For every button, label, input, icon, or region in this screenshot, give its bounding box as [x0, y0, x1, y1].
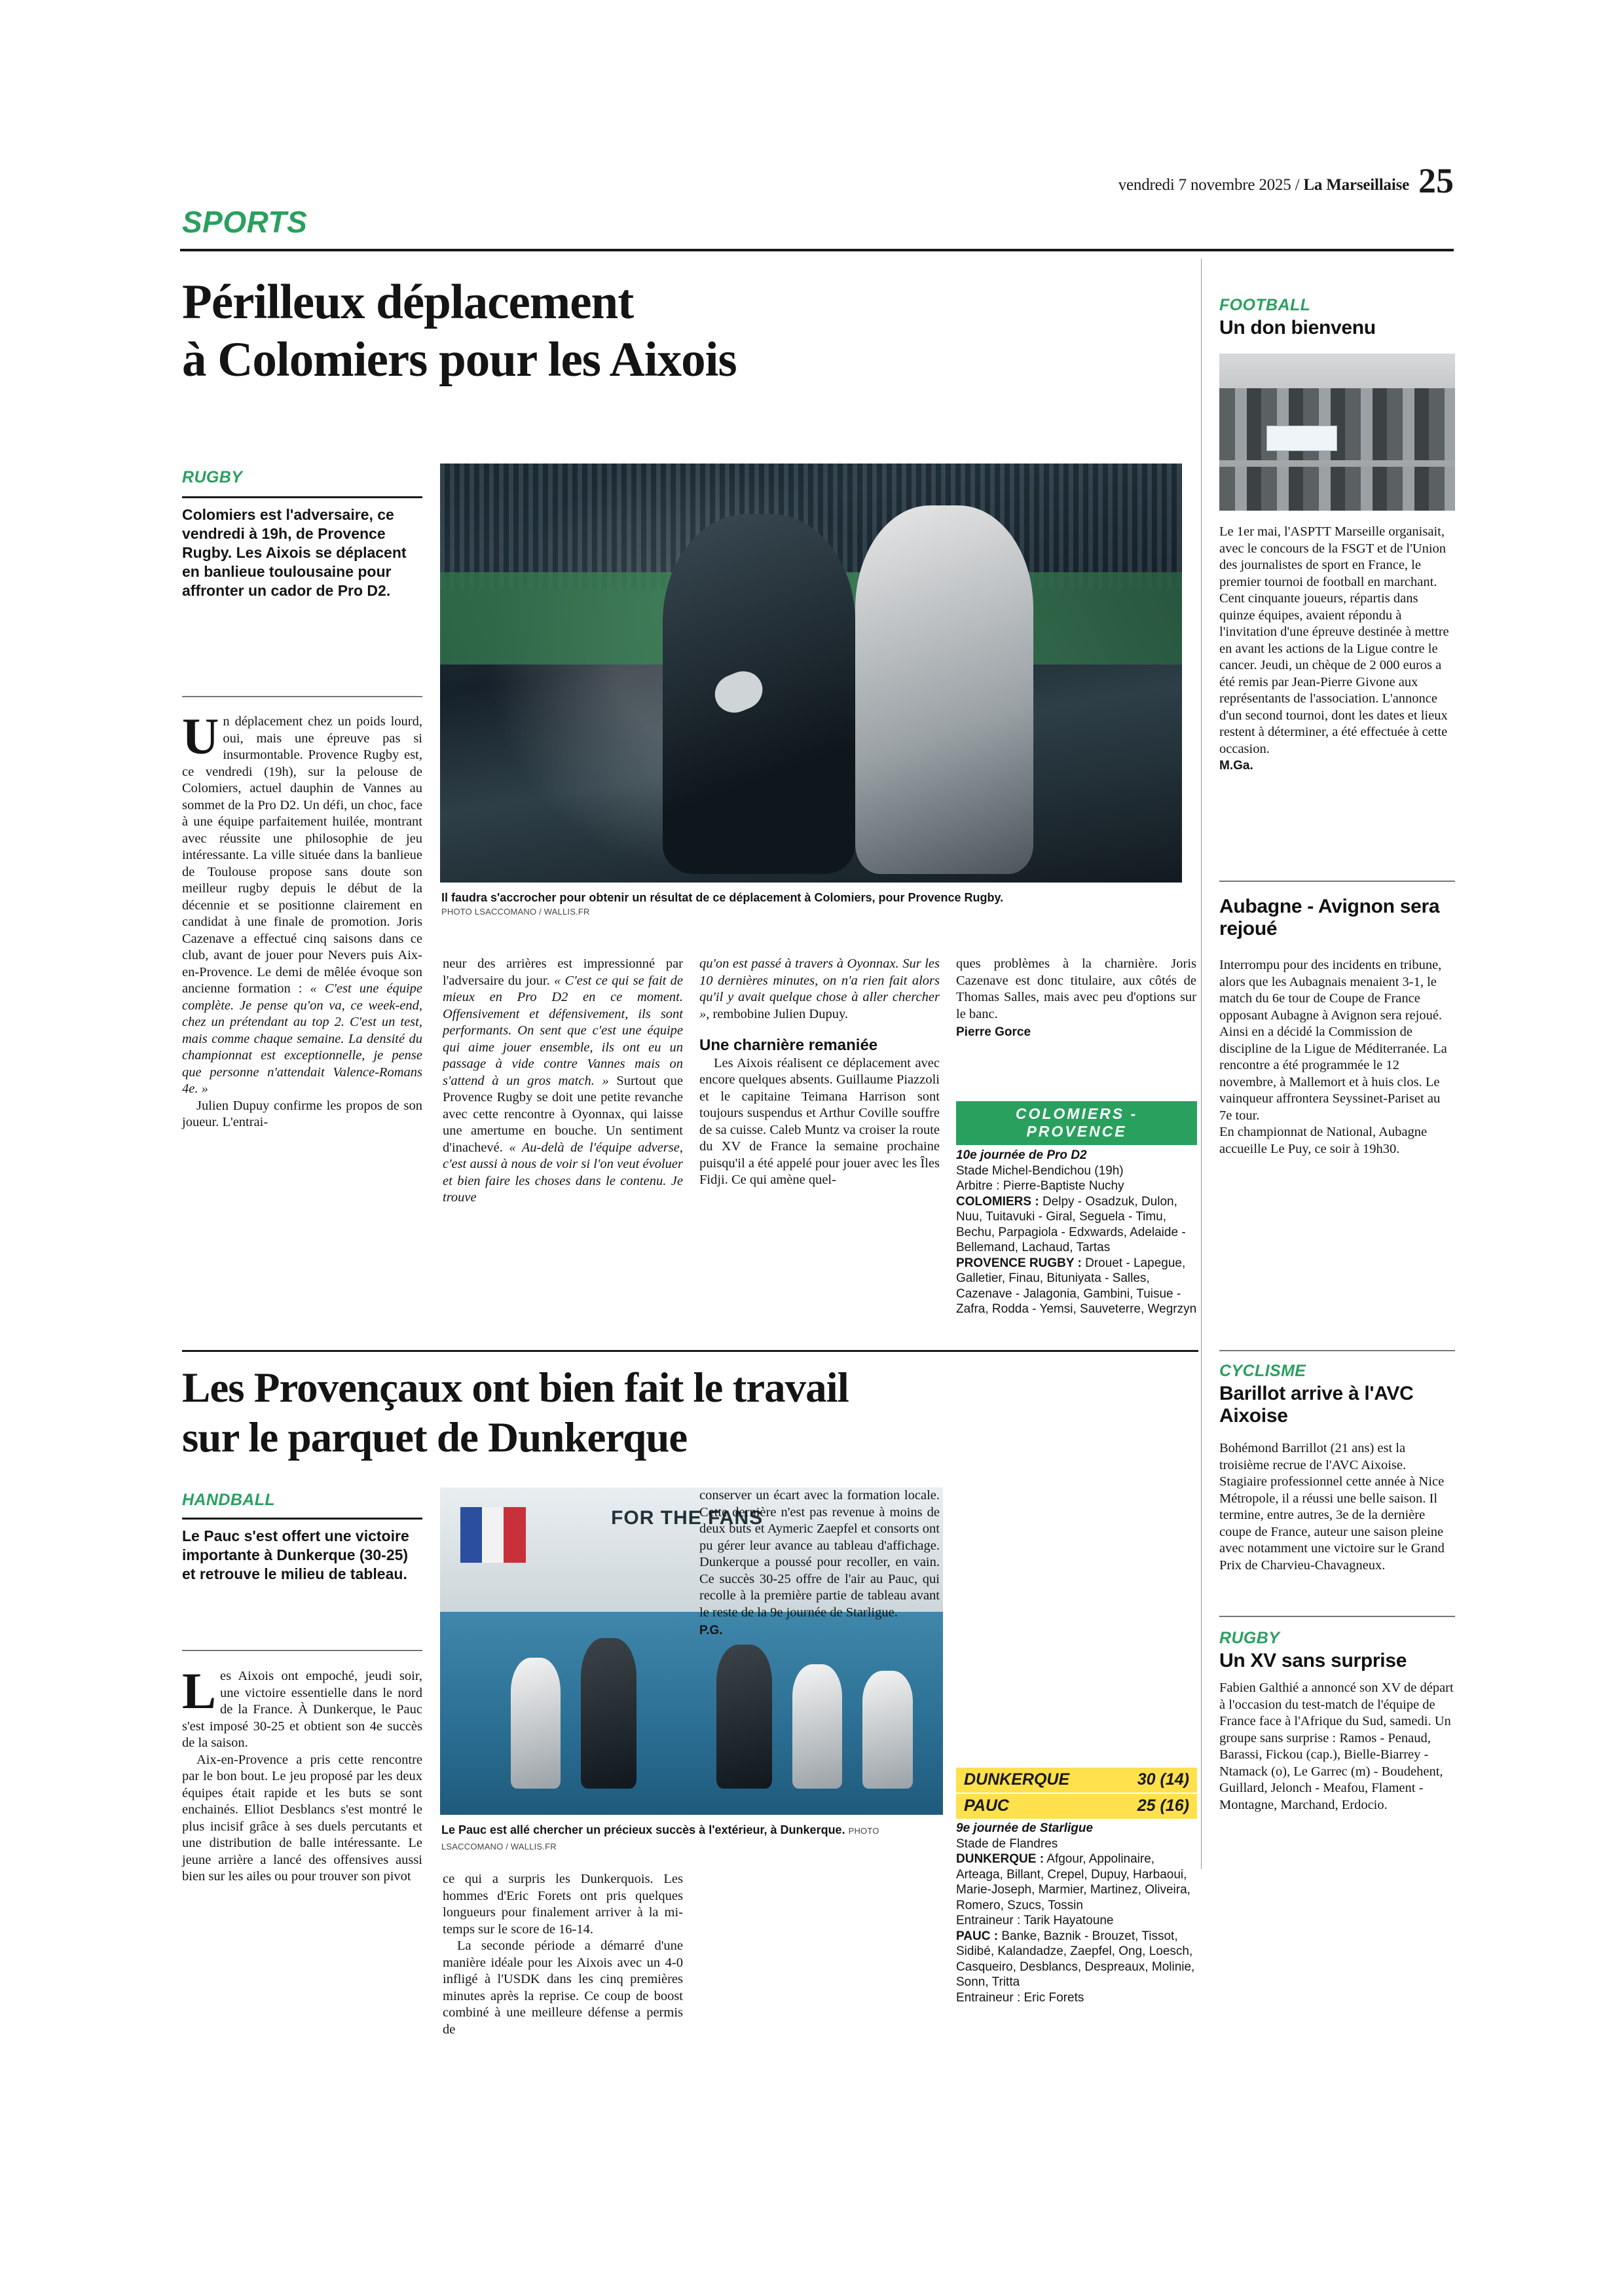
- handball-box-team2-players: Banke, Baznik - Brouzet, Tissot, Sidibé, Kalandadze, Zaepfel, Ong, Loesch, Casqueiro, Desblancs, Despreaux, Molinie, Sonn, Tritta: [956, 1929, 1195, 1989]
- lead-col3: [699, 956, 940, 1345]
- lead-col1-para1: [182, 708, 422, 1098]
- sidebar-football-photo-front-row: [1219, 467, 1455, 511]
- score-home-team: DUNKERQUE: [964, 1770, 1070, 1789]
- handball-col1-para2: Aix-en-Provence a pris cette rencontre par le bon bout. Le jeu proposé par les deux équipes était rapide et les buts se sont enchainés. Elliot Desblancs s'est montré le plus incisif grâce à ses duels percutants et une distribution de balle intéressante. Le jeune arrière a lancé des offensives aussi bien sur les ailes ou pour trouver son pivot: [182, 1752, 422, 1884]
- rugby-box-team1: [956, 1194, 1197, 1256]
- handball-photo-credit: PHOTO LSACCOMANO / WALLIS.FR: [441, 1826, 879, 1851]
- handball-col2: [443, 1871, 683, 2038]
- sidebar-cyclisme-body-text: Bohémond Barrillot (21 ans) est la troisième recrue de l'AVC Aixoise. Stagiaire professionnel cette année à Nice Métropole, il a réussi une belle saison. Il termine, entre autres, 3e de la dernière coupe de France, auteur une saison pleine avec notamment une victoire sur le Grand Prix de Charvieu-Chavagneux.: [1219, 1441, 1445, 1573]
- sidebar-aubagne-headline: Aubagne - Avignon sera rejoué: [1219, 896, 1440, 939]
- handball-photo-player-2: [511, 1658, 561, 1789]
- sidebar-rugby-kicker: RUGBY: [1219, 1629, 1280, 1647]
- rugby-box-round: 10e journée de Pro D2: [956, 1148, 1087, 1162]
- lead-photo-caption-text: Il faudra s'accrocher pour obtenir un résultat de ce déplacement à Colomiers, pour Provence Rugby.: [441, 891, 1004, 904]
- score-row-home: [956, 1768, 1197, 1793]
- lead-kicker-rule: [182, 496, 422, 498]
- handball-box-team1: [956, 1851, 1197, 1913]
- handball-col3: [699, 1487, 940, 1639]
- sidebar-rule-2: [1219, 1350, 1455, 1351]
- handball-photo-flag: [460, 1507, 526, 1563]
- score-away-value: 25 (16): [1137, 1796, 1189, 1815]
- handball-photo-banner-text: FOR THE FANS: [611, 1507, 764, 1529]
- sidebar-cyclisme-headline: Barillot arrive à l'AVC Aixoise: [1219, 1383, 1414, 1427]
- handball-result-box: [956, 1768, 1197, 2005]
- handball-kicker: HANDBALL: [182, 1491, 276, 1509]
- sidebar-rugby-body-text: Fabien Galthié a annoncé son XV de départ à l'occasion du test-match de l'équipe de France face à l'Afrique du Sud, samedi. Un groupe sans surprise : Ramos - Penaud, Barassi, Fickou (cap.), Bielle-Biarrey - Ntamack (o), Le Garrec (m) - Boudehent, Guillard, Jelonch - Meafou, Flament - Montagne, Marchand, Erdocio.: [1219, 1681, 1454, 1812]
- handball-box-team1-label: DUNKERQUE :: [956, 1852, 1044, 1866]
- handball-box-team1-players: Afgour, Appolinaire, Arteaga, Billant, Crepel, Dupuy, Harbaoui, Marie-Joseph, Marmier, Martinez, Oliveira, Romero, Szucs, Tossin: [956, 1852, 1190, 1912]
- rugby-box-band: COLOMIERS - PROVENCE: [956, 1101, 1197, 1145]
- handball-box-lines: [956, 1821, 1197, 2005]
- sidebar-rugby-headline: Un XV sans surprise: [1219, 1650, 1407, 1671]
- score-row-away: [956, 1793, 1197, 1819]
- lead-photo-player-light: [855, 505, 1033, 874]
- lead-col4-para1: ques problèmes à la charnière. Joris Cazenave est donc titulaire, aux côtés de Thomas Salles, mais avec peu d'options sur le banc.: [956, 957, 1196, 1021]
- handball-photo-player-5: [862, 1671, 913, 1789]
- masthead-paper-name: La Marseillaise: [1303, 176, 1409, 194]
- handball-box-round: 9e journée de Starligue: [956, 1821, 1094, 1835]
- lead-standfirst-rule: [182, 696, 422, 697]
- lead-col2: [443, 956, 683, 1345]
- rugby-box-team2-label: PROVENCE RUGBY :: [956, 1256, 1082, 1270]
- sidebar-football-photo: [1219, 354, 1455, 511]
- handball-box-team2-coach: Entraineur : Eric Forets: [956, 1990, 1084, 2005]
- lead-col2-quote1: « C'est ce qui se fait de mieux en Pro D2 en ce moment. Offensivement et défensivement, ils sont performants. On sent que c'est une équipe qui aime jouer ensemble, ils ont eu un passage à vide contre Vannes mais on s'attend à un gros match. »: [443, 973, 683, 1088]
- masthead-dateline: [1118, 176, 1409, 194]
- rugby-box-team2-players: Drouet - Lapegue, Galletier, Finau, Bituniyata - Salles, Cazenave - Jalagonia, Gambini, Tuisue - Zafra, Rodda - Yemsi, Sauveterre, Wegrzyn: [956, 1256, 1197, 1316]
- handball-col1: [182, 1662, 422, 2166]
- lead-headline: [182, 274, 1177, 389]
- lead-col2-quote2: « Au-delà de l'équipe adverse, c'est aussi à nous de voir si l'on veut évoluer et bien faire les choses dans le contenu. Je trouve: [443, 1140, 683, 1205]
- section-title: SPORTS: [182, 205, 308, 239]
- lead-col2-para1-text: neur des arrières est impressionné par l'adversaire du jour.: [443, 957, 683, 988]
- handball-kicker-rule: [182, 1518, 422, 1520]
- masthead: [180, 161, 1454, 200]
- lead-col4-byline: Pierre Gorce: [956, 1025, 1031, 1039]
- score-home-value: 30 (14): [1137, 1770, 1189, 1789]
- handball-headline-line2: sur le parquet de Dunkerque: [182, 1414, 688, 1461]
- handball-col2-para1: ce qui a surpris les Dunkerquois. Les hommes d'Eric Forets ont pris quelques longueurs pour finalement arriver à la mi-temps sur le score de 16-14.: [443, 1872, 683, 1937]
- sidebar-football-byline: M.Ga.: [1219, 759, 1253, 773]
- lead-col1-para2: Julien Dupuy confirme les propos de son joueur. L'entrai-: [182, 1098, 422, 1129]
- lead-photo-credit: PHOTO LSACCOMANO / WALLIS.FR: [441, 907, 590, 917]
- sidebar-rugby-body: [1219, 1680, 1455, 1813]
- articles-divider-rule: [182, 1350, 1198, 1352]
- lead-col1: [182, 708, 422, 1345]
- lead-col3-para1: [699, 956, 940, 1023]
- lead-headline-line2: à Colomiers pour les Aixois: [182, 333, 737, 387]
- lead-col3-subhead: Une charnière remaniée: [699, 1036, 878, 1054]
- lead-kicker: RUGBY: [182, 468, 243, 486]
- rugby-box-team1-label: COLOMIERS :: [956, 1194, 1039, 1209]
- rugby-box-referee: Arbitre : Pierre-Baptiste Nuchy: [956, 1179, 1124, 1193]
- rugby-box-lines: [956, 1148, 1197, 1317]
- handball-col3-para1: conserver un écart avec la formation locale. Cette dernière n'est pas revenue à moins de deux buts et Aymeric Zaepfel et consorts ont pu gérer leur avance au tableau d'affichage. Dunkerque a poussé pour recoller, en vain. Ce succès 30-25 offre de l'air au Pauc, qui recolle à la première partie de tableau avant le reste de la 9e journée de Starligue.: [699, 1488, 940, 1620]
- sidebar-divider: [1201, 259, 1202, 1869]
- lead-col1-para1-text: Un déplacement chez un poids lourd, oui, mais une épreuve pas si insurmontable. Provence Rugby est, ce vendredi (19h), sur la pelouse de Colomiers, actuel dauphin de Vannes au sommet de la Pro D2. Un défi, un choc, face à une équipe parfaitement huilée, montrant avec réussite une philosophie de jeu intéressante. La ville située dans la banlieue de Toulouse propose sans doute son meilleur rugby depuis le début de la décennie et se positionne clairement en candidat à une finale de promotion. Joris Cazenave a effectué cinq saisons dans ce club, avant de jouer pour Nevers puis Aix-en-Provence. Le demi de mêlée évoque son ancienne formation :: [182, 708, 422, 996]
- sidebar-football-body-text: Le 1er mai, l'ASPTT Marseille organisait, avec le concours de la FSGT et de l'Union des journalistes de sport en France, le premier tournoi de football en marchant. Cent cinquante joueurs, répartis dans quinze équipes, avaient répondu à l'invitation d'une épreuve destinée à mettre en avant les actions de la Ligue contre le cancer. Jeudi, un chèque de 2 000 euros a été remis par Jean-Pierre Givone aux représentants de l'association. L'annonce d'un second tournoi, dont les dates et lieux restent à déterminer, a été effectuée à cette occasion.: [1219, 524, 1449, 756]
- rugby-box-team2: [956, 1256, 1197, 1317]
- handball-standfirst: Le Pauc s'est offert une victoire importante à Dunkerque (30-25) et retrouve le milieu de tableau.: [182, 1527, 409, 1582]
- handball-photo-caption: [441, 1823, 943, 1854]
- sidebar-cyclisme-body: [1219, 1440, 1455, 1574]
- handball-headline-line1: Les Provençaux ont bien fait le travail: [182, 1364, 849, 1412]
- lead-col2-para2-text: Surtout que Provence Rugby se doit une petite revanche avec cette rencontre à Oyonnax, qui laisse une amertume en bouche. Un sentiment d'inachevé.: [443, 1073, 684, 1155]
- lead-col4: [956, 956, 1196, 1041]
- lead-col3-para1-text: , rembobine Julien Dupuy.: [706, 1006, 848, 1021]
- sidebar-aubagne-body-text: Interrompu pour des incidents en tribune, alors que les Aubagnais menaient 3-1, le match du 6e tour de Coupe de France opposant Aubagne à Avignon sera rejoué. Ainsi en a décidé la Commission de discipline de la Ligue de Méditerranée. La rencontre a été programmée le 12 novembre, à Mallemort et à huis clos. Le vainqueur affrontera Seyssinet-Pariset au 7e tour.: [1219, 958, 1447, 1123]
- handball-box-team2: [956, 1929, 1197, 1990]
- sidebar-rule-1: [1219, 881, 1455, 882]
- sidebar-football-photo-group: [1219, 388, 1455, 460]
- sidebar-football-body: [1219, 524, 1455, 774]
- lead-col1-quote: « C'est une équipe complète. Je pense qu'on va, ce week-end, chez un prétendant au top 2. C'est un test, mais comme chaque semaine. La densité du championnat est exceptionnelle, je pense que personne n'attendait Valence-Romans 4e. »: [182, 981, 422, 1096]
- sidebar-football-headline: Un don bienvenu: [1219, 317, 1376, 338]
- masthead-date-text: vendredi 7 novembre 2025 /: [1118, 176, 1304, 194]
- lead-col2-para1: [443, 956, 683, 1207]
- handball-photo-caption-text: Le Pauc est allé chercher un précieux succès à l'extérieur, à Dunkerque.: [441, 1823, 845, 1836]
- handball-standfirst-rule: [182, 1650, 422, 1651]
- sidebar-aubagne-body: [1219, 957, 1455, 1157]
- sidebar-rule-3: [1219, 1616, 1455, 1617]
- sidebar-aubagne-body-text2: En championnat de National, Aubagne accueille Le Puy, ce soir à 19h30.: [1219, 1125, 1428, 1156]
- lead-photo-caption: [441, 890, 1181, 919]
- score-away-team: PAUC: [964, 1796, 1009, 1815]
- sidebar-football-photo-cheque: [1266, 426, 1337, 450]
- handball-box-team2-label: PAUC :: [956, 1929, 999, 1943]
- lead-photo: [440, 464, 1182, 883]
- lead-col3-quote1: qu'on est passé à travers à Oyonnax. Sur les 10 dernières minutes, on n'a rien fait alors qu'il y avait quelque chose à aller chercher »: [699, 957, 940, 1021]
- handball-photo-player-1: [581, 1638, 636, 1789]
- rugby-box-team1-players: Delpy - Osadzuk, Dulon, Nuu, Tuitavuki - Giral, Seguela - Timu, Bechu, Parpagiola - Edxwards, Adelaide - Bellemand, Lachaud, Tartas: [956, 1194, 1186, 1254]
- handball-box-venue: Stade de Flandres: [956, 1836, 1058, 1851]
- handball-photo-player-4: [792, 1664, 843, 1789]
- handball-col2-para2: La seconde période a démarré d'une manière idéale pour les Aixois avec un 4-0 infligé à l'USDK dans les cinq premières minutes après la reprise. Ce coup de boost combiné à une meilleure défense a permis de: [443, 1939, 683, 2037]
- page-number: 25: [1418, 161, 1454, 200]
- handball-col3-byline: P.G.: [699, 1624, 723, 1637]
- sidebar-cyclisme-kicker: CYCLISME: [1219, 1362, 1306, 1380]
- section-rule: [180, 249, 1454, 251]
- handball-photo-player-3: [716, 1645, 771, 1789]
- lead-col3-para2: Les Aixois réalisent ce déplacement avec encore quelques absents. Guillaume Piazzoli et le capitaine Teimana Harrison sont toujours suspendus et Arthur Coville souffre de sa cuisse. Caleb Muntz va croiser la route du XV de France la semaine prochaine puisqu'il a été appelé pour jouer avec les Îles Fidji. Ce qui amène quel-: [699, 1055, 940, 1187]
- lead-headline-line1: Périlleux déplacement: [182, 275, 634, 329]
- sidebar-football-kicker: FOOTBALL: [1219, 296, 1311, 314]
- rugby-box-venue: Stade Michel-Bendichou (19h): [956, 1163, 1124, 1178]
- lead-standfirst: Colomiers est l'adversaire, ce vendredi à 19h, de Provence Rugby. Les Aixois se déplacent en banlieue toulousaine pour affronter un cador de Pro D2.: [182, 506, 407, 599]
- handball-box-team1-coach: Entraineur : Tarik Hayatoune: [956, 1914, 1114, 1927]
- handball-headline: [182, 1363, 1204, 1463]
- handball-col1-para1: Les Aixois ont empoché, jeudi soir, une victoire essentielle dans le nord de la France. À Dunkerque, le Pauc s'est imposé 30-25 et obtient son 4e succès de la saison.: [182, 1662, 422, 1750]
- rugby-teamsheet-box: [956, 1101, 1197, 1317]
